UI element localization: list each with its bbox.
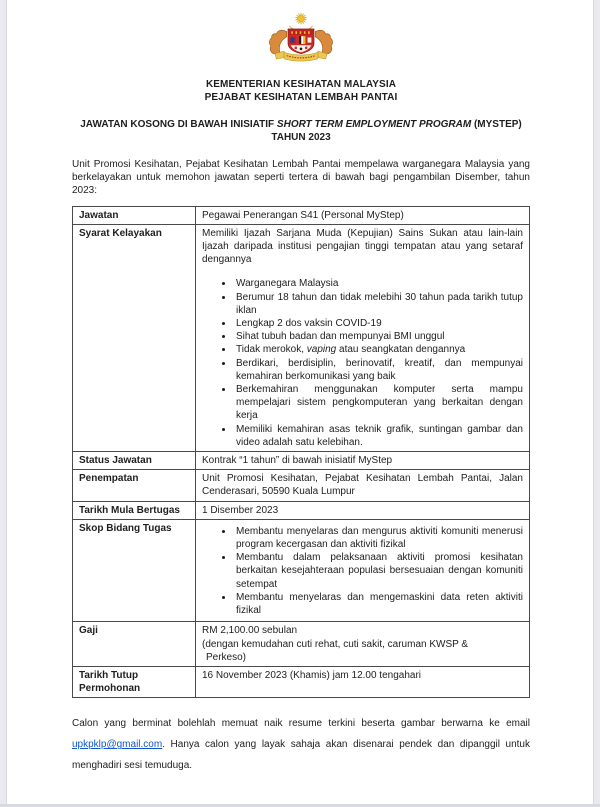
viewer-edge-left <box>0 0 7 807</box>
table-row-status-jawatan <box>73 452 530 470</box>
requirement-item: • Berkemahiran menggunakan komputer serta mampu mempelajari sistem pengkomputeran yang berkaitan dengan kerja <box>234 383 523 423</box>
syarat-intro-text: Memiliki Ijazah Sarjana Muda (Kepujian) Sains Sukan atau lain-lain Ijazah daripada institusi pengajian tinggi tempatan atau yang setaraf dengannya <box>202 227 523 266</box>
vacancy-title-line1 <box>72 118 530 131</box>
row-value-gaji <box>196 622 530 667</box>
row-label-skop: Skop Bidang Tugas <box>73 519 196 621</box>
malaysia-coat-of-arms-icon <box>262 12 340 72</box>
table-row-penempatan <box>73 470 530 501</box>
table-row-skop-bidang-tugas <box>73 519 530 621</box>
table-row-syarat-kelayakan <box>73 224 530 451</box>
vacancy-title-line2: TAHUN 2023 <box>271 132 331 143</box>
vaping-suffix: atau seangkatan dengannya <box>339 344 466 356</box>
row-label-tarikh-tutup: Tarikh Tutup Permohonan <box>73 666 196 697</box>
requirement-item: • Memiliki kemahiran asas teknik grafik, suntingan gambar dan video adalah satu kelebihan. <box>234 423 523 449</box>
requirement-item: • Lengkap 2 dos vaksin COVID-19 <box>234 317 523 330</box>
requirement-item: • Berdikari, berdisiplin, berinovatif, kreatif, dan mempunyai kemahiran berkomunikasi yang baik <box>234 357 523 383</box>
row-value-tarikh-tutup: 16 November 2023 (Khamis) jam 12.00 tengahari <box>196 666 530 697</box>
vaping-prefix: Tidak merokok, <box>236 344 304 356</box>
table-row-jawatan <box>73 206 530 224</box>
application-instructions <box>72 713 530 776</box>
footer-suffix: . Hanya calon yang layak sahaja akan disenarai pendek dan dipanggil untuk menghadiri sesi temuduga. <box>72 739 530 772</box>
table-row-gaji <box>73 622 530 667</box>
requirement-item-vaping <box>234 343 523 356</box>
row-label-status: Status Jawatan <box>73 452 196 470</box>
row-value-skop <box>196 519 530 621</box>
office-name: PEJABAT KESIHATAN LEMBAH PANTAI <box>204 91 398 103</box>
row-value-penempatan: Unit Promosi Kesihatan, Pejabat Kesihatan Lembah Pantai, Jalan Cenderasari, 50590 Kuala Lumpur <box>196 470 530 501</box>
table-row-tarikh-mula <box>73 501 530 519</box>
row-value-status: Kontrak “1 tahun” di bawah inisiatif MyStep <box>196 452 530 470</box>
row-value-tarikh-mula: 1 Disember 2023 <box>196 501 530 519</box>
viewer-edge-right <box>593 0 600 807</box>
requirement-item: • Berumur 18 tahun dan tidak melebihi 30 tahun pada tarikh tutup iklan <box>234 291 523 317</box>
document-content <box>72 12 530 786</box>
title-suffix: (MYSTEP) <box>473 119 522 130</box>
salary-benefits-line1: (dengan kemudahan cuti rehat, cuti sakit, caruman KWSP & <box>202 638 469 650</box>
vacancy-details-table <box>72 206 530 699</box>
row-label-syarat: Syarat Kelayakan <box>73 224 196 451</box>
task-item: • Membantu dalam pelaksanaan aktiviti promosi kesihatan berkaitan kesejahteraan populasi bersesuaian dengan komuniti setempat <box>234 551 523 591</box>
vaping-italic: vaping <box>306 344 337 356</box>
row-value-syarat <box>196 224 530 451</box>
task-item: • Membantu menyelaras dan mengurus aktiviti komuniti menerusi program kecergasan dan aktiviti fizikal <box>234 525 523 551</box>
task-item: • Membantu menyelaras dan mengemaskini data reten aktiviti fizikal <box>234 591 523 617</box>
intro-paragraph: Unit Promosi Kesihatan, Pejabat Kesihatan Lembah Pantai mempelawa warganegara Malaysia yang berkelayakan untuk memohon jawatan seperti tertera di bawah bagi pengambilan Disember, tahun 2023: <box>72 159 530 197</box>
title-program-name: SHORT TERM EMPLOYMENT PROGRAM <box>276 119 472 130</box>
row-value-jawatan: Pegawai Penerangan S41 (Personal MyStep) <box>196 206 530 224</box>
vacancy-title <box>72 118 530 144</box>
requirement-item: • Sihat tubuh badan dan mempunyai BMI unggul <box>234 330 523 343</box>
title-prefix: JAWATAN KOSONG DI BAWAH INISIATIF <box>80 119 275 130</box>
ministry-name: KEMENTERIAN KESIHATAN MALAYSIA <box>205 79 397 90</box>
application-email-link[interactable]: upkpklp@gmail.com <box>72 739 163 751</box>
requirement-item: • Warganegara Malaysia <box>234 277 523 290</box>
row-label-tarikh-mula: Tarikh Mula Bertugas <box>73 501 196 519</box>
salary-amount: RM 2,100.00 sebulan <box>202 625 298 637</box>
requirements-list <box>202 277 523 449</box>
table-row-tarikh-tutup <box>73 666 530 697</box>
row-label-jawatan: Jawatan <box>73 206 196 224</box>
tasks-list <box>202 525 523 617</box>
row-label-gaji: Gaji <box>73 622 196 667</box>
salary-benefits-line2: Perkeso) <box>206 651 247 663</box>
footer-prefix: Calon yang berminat bolehlah memuat naik resume terkini beserta gambar berwarna ke email <box>72 718 530 730</box>
row-label-penempatan: Penempatan <box>73 470 196 501</box>
